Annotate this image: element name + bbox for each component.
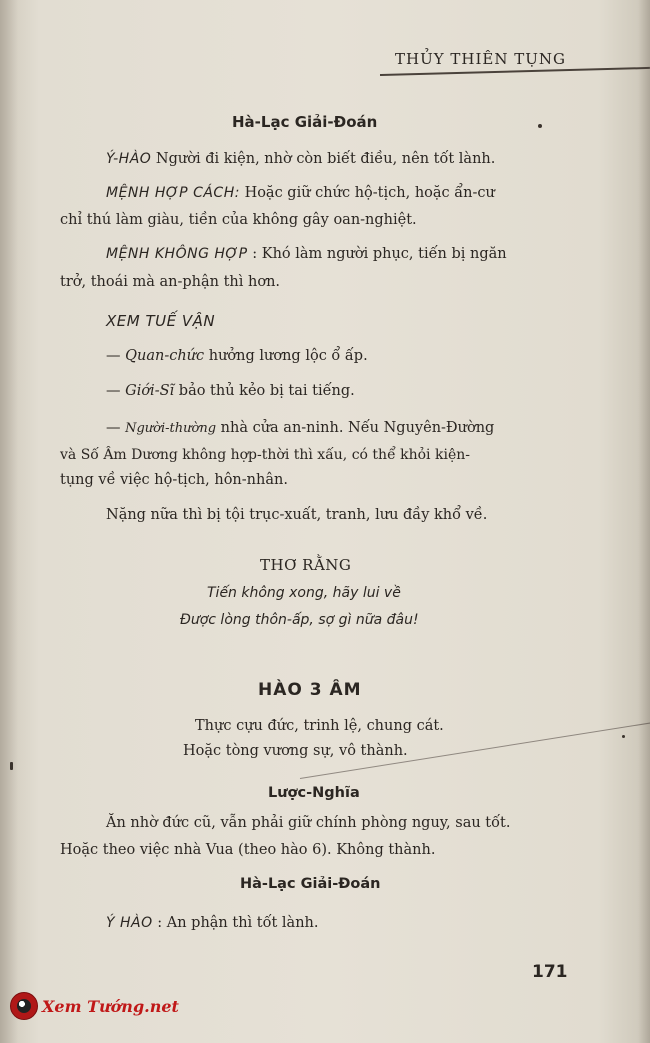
hao-3-heading: HÀO 3 ÂM bbox=[258, 680, 362, 700]
luoc-nghia-line-2: Hoặc theo việc nhà Vua (theo hào 6). Không thành. bbox=[60, 842, 436, 858]
menh-khong-label: MỆNH KHÔNG HỢP bbox=[106, 246, 248, 262]
nguoi-thuong-line-3: tụng về việc hộ-tịch, hôn-nhân. bbox=[60, 472, 288, 488]
menh-hop-text-1: Hoặc giữ chức hộ-tịch, hoặc ẩn-cư bbox=[244, 185, 495, 201]
poem-heading: THƠ RẰNG bbox=[260, 556, 352, 574]
menh-hop-label: MỆNH HỢP CÁCH: bbox=[106, 185, 240, 201]
nang-nua-line: Nặng nữa thì bị tội trục-xuất, tranh, lưu đầy khổ về. bbox=[106, 507, 488, 523]
page-number: 171 bbox=[532, 962, 568, 982]
running-title: THỦY THIÊN TỤNG bbox=[395, 50, 567, 68]
ink-speck bbox=[622, 735, 625, 738]
page-edge-shadow bbox=[638, 0, 650, 1043]
menh-khong-line-1 bbox=[106, 244, 507, 264]
site-watermark bbox=[10, 992, 179, 1020]
section-heading-ha-lac-2: Hà-Lạc Giải-Đoán bbox=[240, 876, 381, 892]
section-heading-ha-lac: Hà-Lạc Giải-Đoán bbox=[232, 113, 378, 131]
y-hao-label: Ý-HÀO bbox=[106, 151, 152, 167]
menh-hop-line-2: chỉ thú làm giàu, tiền của không gây oan-nghiệt. bbox=[60, 212, 417, 228]
nguoi-thuong-line-2: và Số Âm Dương không hợp-thời thì xấu, có thể khỏi kiện- bbox=[60, 447, 470, 463]
header-rule bbox=[380, 67, 650, 76]
nguoi-thuong-line-1: — Người-thường nhà cửa an-ninh. Nếu Nguyên-Đường bbox=[106, 420, 495, 436]
gioi-si-text: bảo thủ kẻo bị tai tiếng. bbox=[178, 383, 355, 399]
y-hao-line bbox=[106, 149, 495, 169]
page-gutter-shadow bbox=[0, 0, 18, 1043]
yin-yang-icon bbox=[10, 992, 38, 1020]
menh-hop-line-1 bbox=[106, 183, 495, 203]
xem-tue-van-heading: XEM TUẾ VẬN bbox=[106, 312, 216, 330]
luoc-nghia-line-1: Ăn nhờ đức cũ, vẫn phải giữ chính phòng nguy, sau tốt. bbox=[106, 815, 511, 831]
ink-speck bbox=[538, 124, 542, 128]
ink-speck bbox=[10, 762, 13, 770]
gioi-si-label: Giới-Sĩ bbox=[125, 383, 175, 399]
watermark-text: Xem Tướng.net bbox=[42, 996, 179, 1016]
menh-khong-text-1: : Khó làm người phục, tiến bị ngăn bbox=[252, 246, 507, 262]
nguoi-thuong-label: Người-thường bbox=[125, 421, 217, 436]
quan-chuc-text: hưởng lương lộc ổ ấp. bbox=[208, 348, 368, 364]
poem-line-2: Được lòng thôn-ấp, sợ gì nữa đâu! bbox=[180, 612, 419, 628]
y-hao-text: Người đi kiện, nhờ còn biết điều, nên tốt lành. bbox=[155, 151, 496, 167]
luoc-nghia-heading: Lược-Nghĩa bbox=[268, 785, 360, 801]
y-hao-line-2 bbox=[106, 913, 319, 933]
nguoi-thuong-text-1: nhà cửa an-ninh. Nếu Nguyên-Đường bbox=[220, 420, 495, 436]
quan-chuc-label: Quan-chức bbox=[125, 348, 205, 364]
gioi-si-line: — Giới-Sĩ bảo thủ kẻo bị tai tiếng. bbox=[106, 383, 355, 399]
hao-3-line-2: Hoặc tòng vương sự, vô thành. bbox=[183, 743, 408, 759]
poem-line-1: Tiến không xong, hãy lui về bbox=[207, 585, 401, 601]
y-hao-label-2: Ý HÀO bbox=[106, 915, 153, 931]
menh-khong-line-2: trở, thoái mà an-phận thì hơn. bbox=[60, 274, 281, 290]
hao-3-line-1: Thực cựu đức, trinh lệ, chung cát. bbox=[195, 718, 444, 734]
quan-chuc-line: — Quan-chức hưởng lương lộc ổ ấp. bbox=[106, 348, 368, 364]
y-hao-text-2: : An phận thì tốt lành. bbox=[157, 915, 319, 931]
